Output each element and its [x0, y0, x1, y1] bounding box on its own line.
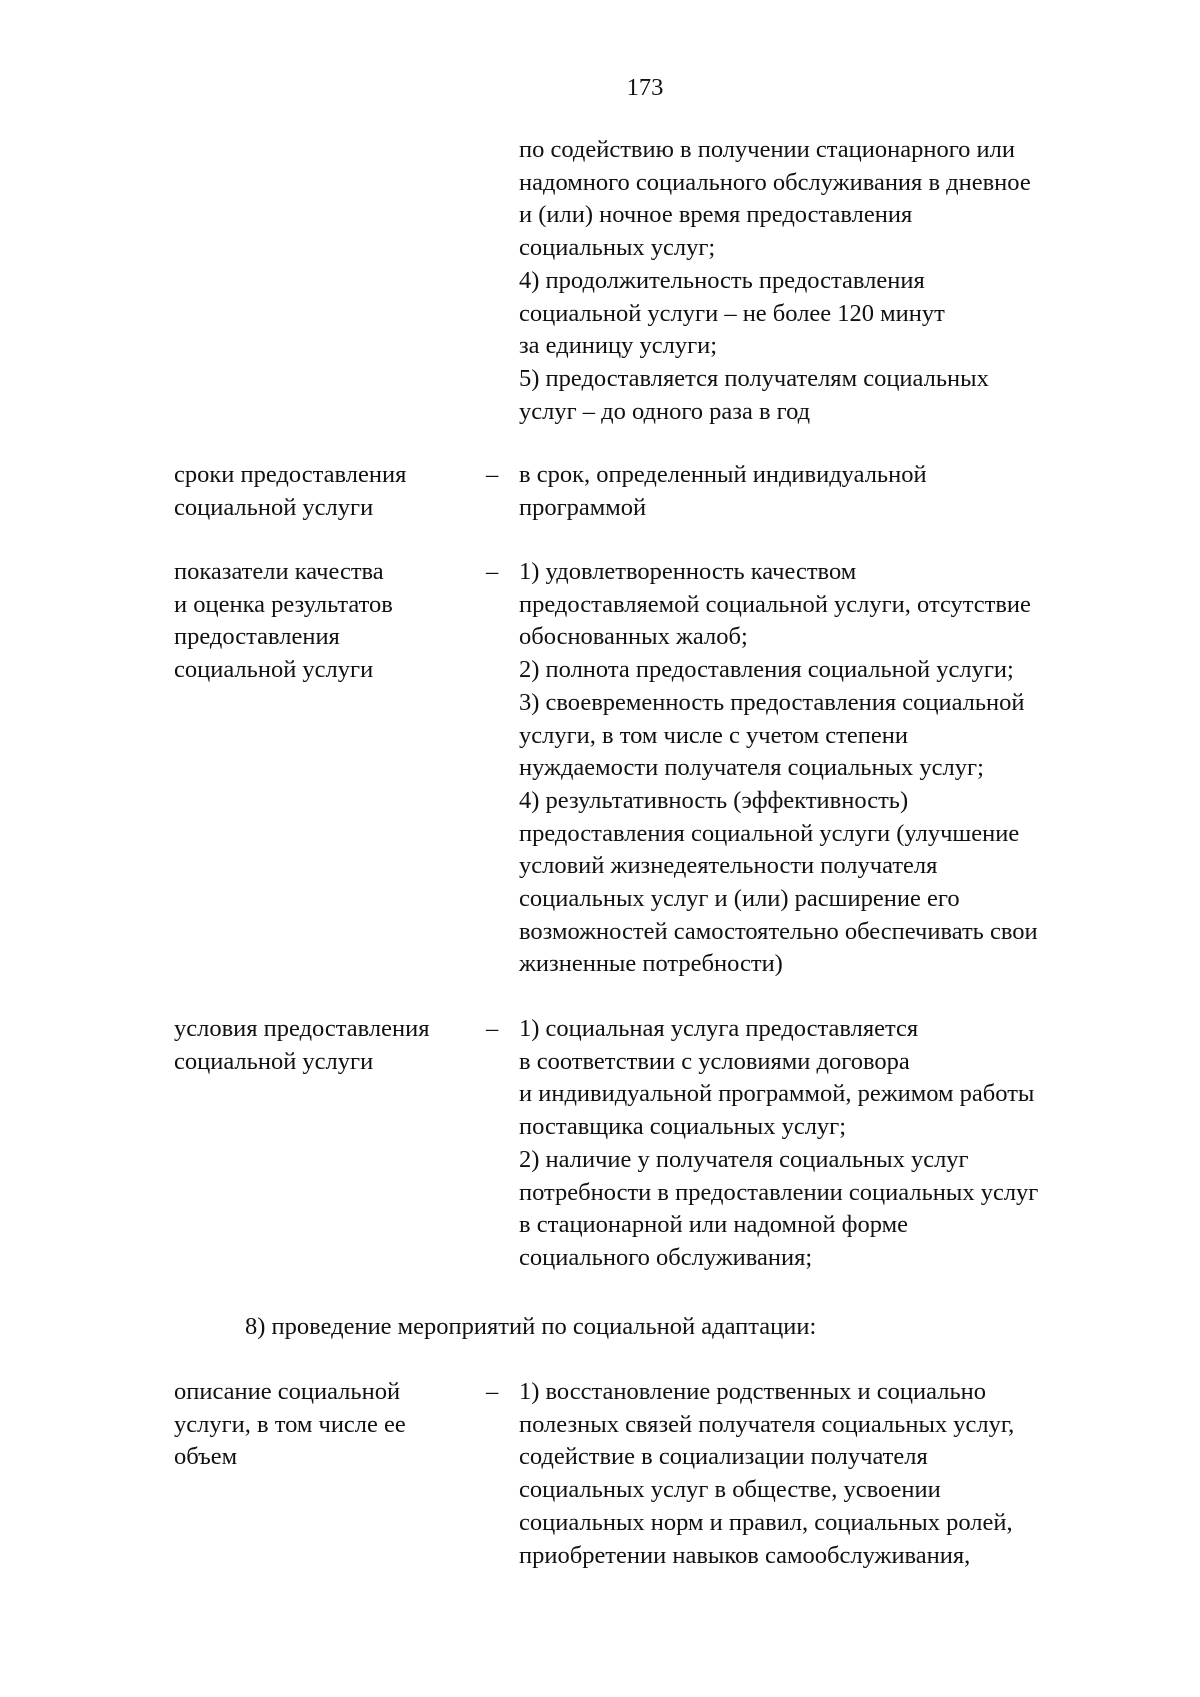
section-heading: 8) проведение мероприятий по социальной адаптации: — [245, 1313, 817, 1340]
term-value — [519, 1013, 1159, 1275]
value-line: 1) социальная услуга предоставляется — [519, 1015, 919, 1042]
value-line: социальных услуг и (или) расширение его — [519, 885, 960, 913]
value-line: в срок, определенный индивидуальной — [519, 461, 927, 488]
term-value — [519, 1376, 1159, 1572]
text-line: социальных услуг; — [519, 234, 716, 262]
value-line: жизненные потребности) — [519, 950, 783, 978]
value-line: возможностей самостоятельно обеспечивать свои — [519, 917, 1038, 945]
value-line: в соответствии с условиями договора — [519, 1047, 910, 1075]
label-line: объем — [174, 1443, 238, 1471]
label-line: описание социальной — [174, 1378, 401, 1405]
term-dash: – — [486, 1378, 499, 1405]
label-line: социальной услуги — [174, 1047, 374, 1075]
label-line: сроки предоставления — [174, 461, 407, 488]
text-line: по содействию в получении стационарного или — [519, 136, 1015, 163]
value-line: социального обслуживания; — [519, 1243, 813, 1271]
value-line: 1) удовлетворенность качеством — [519, 558, 857, 585]
value-line: социальных норм и правил, социальных ролей, — [519, 1508, 1013, 1536]
value-line: потребности в предоставлении социальных услуг — [519, 1178, 1039, 1206]
term-label — [174, 1376, 474, 1474]
term-dash: – — [486, 1015, 499, 1042]
value-line: предоставляемой социальной услуги, отсутствие — [519, 590, 1031, 618]
term-label — [174, 556, 474, 687]
label-line: условия предоставления — [174, 1015, 430, 1042]
term-label — [174, 1013, 474, 1078]
term-value — [519, 556, 1159, 981]
label-line: услуги, в том числе ее — [174, 1410, 406, 1438]
continuation-text — [519, 134, 1159, 428]
term-value — [519, 459, 1159, 524]
term-label — [174, 459, 474, 524]
value-line: в стационарной или надомной форме — [519, 1211, 909, 1239]
value-line: 4) результативность (эффективность) — [519, 786, 909, 814]
label-line: социальной услуги — [174, 656, 374, 684]
label-line: и оценка результатов — [174, 590, 393, 618]
label-line: предоставления — [174, 623, 340, 651]
value-line: полезных связей получателя социальных услуг, — [519, 1410, 1015, 1438]
value-line: 3) своевременность предоставления социальной — [519, 688, 1025, 716]
text-line: социальной услуги – не более 120 минут — [519, 299, 945, 327]
value-line: обоснованных жалоб; — [519, 623, 748, 651]
value-line: 2) полнота предоставления социальной услуги; — [519, 656, 1014, 684]
page-number: 173 — [626, 74, 664, 101]
value-line: поставщика социальных услуг; — [519, 1113, 847, 1141]
text-line: надомного социального обслуживания в дневное — [519, 168, 1031, 196]
value-line: предоставления социальной услуги (улучшение — [519, 819, 1020, 847]
label-line: показатели качества — [174, 558, 384, 585]
value-line: условий жизнедеятельности получателя — [519, 852, 938, 880]
text-line: за единицу услуги; — [519, 332, 718, 360]
text-line: услуг – до одного раза в год — [519, 397, 811, 425]
value-line: социальных услуг в обществе, усвоении — [519, 1476, 941, 1504]
text-line: и (или) ночное время предоставления — [519, 201, 913, 229]
term-dash: – — [486, 558, 499, 585]
value-line: 1) восстановление родственных и социально — [519, 1378, 986, 1405]
value-line: приобретении навыков самообслуживания, — [519, 1541, 971, 1569]
value-line: содействие в социализации получателя — [519, 1443, 928, 1471]
value-line: нуждаемости получателя социальных услуг; — [519, 754, 984, 782]
value-line: 2) наличие у получателя социальных услуг — [519, 1145, 969, 1173]
term-dash: – — [486, 461, 499, 488]
value-line: программой — [519, 493, 647, 521]
label-line: социальной услуги — [174, 493, 374, 521]
text-line: 5) предоставляется получателям социальных — [519, 364, 989, 392]
value-line: услуги, в том числе с учетом степени — [519, 721, 908, 749]
value-line: и индивидуальной программой, режимом работы — [519, 1080, 1035, 1108]
text-line: 4) продолжительность предоставления — [519, 266, 925, 294]
